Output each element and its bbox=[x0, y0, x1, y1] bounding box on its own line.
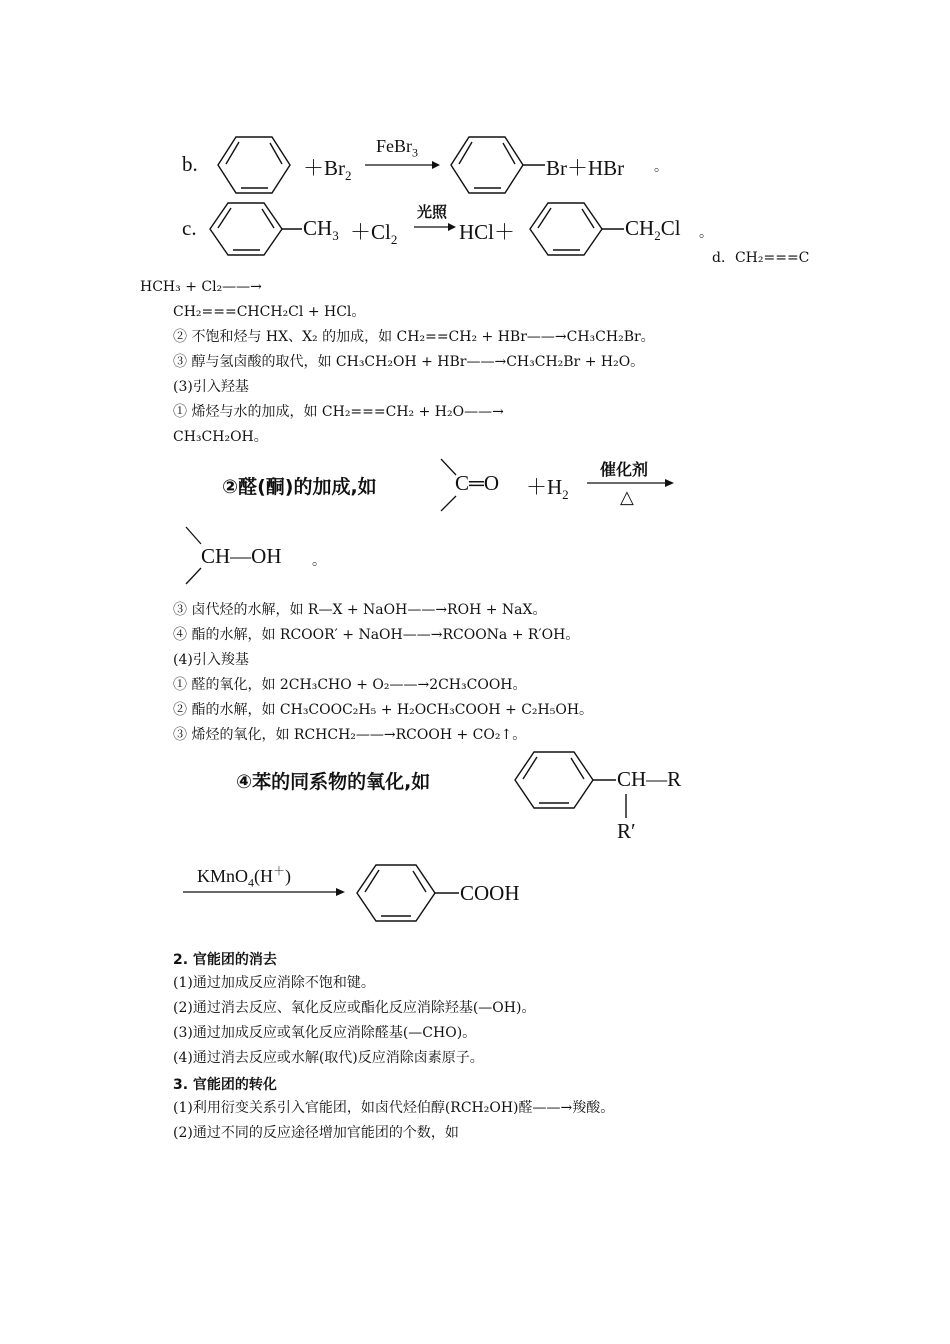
text-line: ④ 酯的水解，如 RCOOR′ + NaOH——→RCOONa + R′OH。 bbox=[173, 627, 580, 643]
oxidation-intro: ④苯的同系物的氧化,如 bbox=[236, 771, 431, 793]
benzene-ring-icon bbox=[451, 137, 545, 193]
text-line: CH₃CH₂OH。 bbox=[173, 429, 268, 445]
text-line: ③ 醇与氢卤酸的取代，如 CH₃CH₂OH + HBr——→CH₃CH₂Br + H₂O。 bbox=[173, 354, 645, 370]
text-line: ② 不饱和烃与 HX、X₂ 的加成，如 CH₂==CH₂ + HBr——→CH₃CH₂Br。 bbox=[173, 329, 655, 345]
alcohol-product: CH—OH bbox=[201, 544, 282, 568]
reaction-d-continued: HCH₃ + Cl₂——→ bbox=[140, 279, 262, 295]
oxidation-reagent: KMnO$_4$(H＋) bbox=[197, 864, 292, 890]
side-chain-branch: R′ bbox=[617, 819, 636, 843]
alcohol-end: 。 bbox=[312, 553, 326, 569]
reaction-b-catalyst: FeBr$_3$ bbox=[376, 136, 418, 160]
subheading: (3)引入羟基 bbox=[173, 379, 249, 395]
reaction-arrow-icon bbox=[365, 161, 440, 169]
reaction-c-end: 。 bbox=[699, 225, 713, 241]
reaction-b-reagent: $+Br_2$ bbox=[303, 156, 352, 184]
benzene-ring-icon bbox=[218, 137, 290, 193]
list-item: (3)通过加成反应或氧化反应消除醛基(—CHO)。 bbox=[173, 1025, 477, 1041]
benzene-ring-icon bbox=[515, 752, 626, 818]
heat-icon: △ bbox=[620, 487, 634, 508]
reaction-b-label: b. bbox=[182, 152, 198, 176]
reaction-c-reagent: $+Cl_2$ bbox=[350, 220, 398, 248]
reaction-c-label: c. bbox=[182, 216, 197, 240]
list-item: (1)通过加成反应消除不饱和键。 bbox=[173, 975, 375, 991]
reaction-c-product-prefix: HCl＋ bbox=[459, 220, 516, 244]
oxidation-product: COOH bbox=[460, 881, 520, 905]
text-line: ③ 卤代烃的水解，如 R—X + NaOH——→ROH + NaX。 bbox=[173, 602, 547, 618]
reaction-arrow-icon bbox=[414, 223, 456, 231]
section-heading: 2. 官能团的消去 bbox=[173, 952, 277, 968]
benzene-ring-icon bbox=[210, 203, 302, 255]
reaction-c-product: $CH_2Cl$ bbox=[625, 216, 681, 244]
reaction-d-start: d．CH₂===C bbox=[712, 250, 810, 266]
reaction-arrow-icon bbox=[587, 479, 674, 487]
reaction-b-end: 。 bbox=[654, 159, 668, 175]
aldehyde-intro: ②醛(酮)的加成,如 bbox=[222, 476, 377, 498]
reaction-c-reactant: $CH_3$ bbox=[303, 216, 339, 244]
carbonyl-bond-lines bbox=[441, 459, 456, 511]
alcohol-bond-lines bbox=[186, 527, 201, 584]
text-line: ③ 烯烃的氧化，如 RCHCH₂——→RCOOH + CO₂↑。 bbox=[173, 727, 527, 743]
list-item: (1)利用衍变关系引入官能团，如卤代烃伯醇(RCH₂OH)醛——→羧酸。 bbox=[173, 1100, 615, 1116]
aldehyde-reagent: $+H_2$ bbox=[526, 475, 569, 503]
list-item: (4)通过消去反应或水解(取代)反应消除卤素原子。 bbox=[173, 1050, 484, 1066]
list-item: (2)通过不同的反应途径增加官能团的个数，如 bbox=[173, 1125, 459, 1141]
list-item: (2)通过消去反应、氧化反应或酯化反应消除羟基(—OH)。 bbox=[173, 1000, 536, 1016]
text-line: ① 烯烃与水的加成，如 CH₂===CH₂ + H₂O——→ bbox=[173, 404, 504, 420]
carbonyl-group: C═O bbox=[455, 471, 500, 495]
side-chain: CH—R bbox=[617, 767, 682, 791]
aldehyde-catalyst: 催化剂 bbox=[600, 460, 649, 479]
subheading: (4)引入羧基 bbox=[173, 652, 249, 668]
text-line: ① 醛的氧化，如 2CH₃CHO + O₂——→2CH₃COOH。 bbox=[173, 677, 527, 693]
reaction-b-product: Br＋HBr bbox=[546, 156, 625, 180]
benzene-ring-icon bbox=[357, 865, 459, 921]
section-heading: 3. 官能团的转化 bbox=[173, 1077, 277, 1093]
text-line: ② 酯的水解，如 CH₃COOC₂H₅ + H₂OCH₃COOH + C₂H₅OH。 bbox=[173, 702, 594, 718]
benzene-ring-icon bbox=[530, 203, 624, 255]
reaction-d-product: CH₂===CHCH₂Cl + HCl。 bbox=[173, 304, 366, 320]
reaction-c-condition: 光照 bbox=[417, 203, 448, 221]
